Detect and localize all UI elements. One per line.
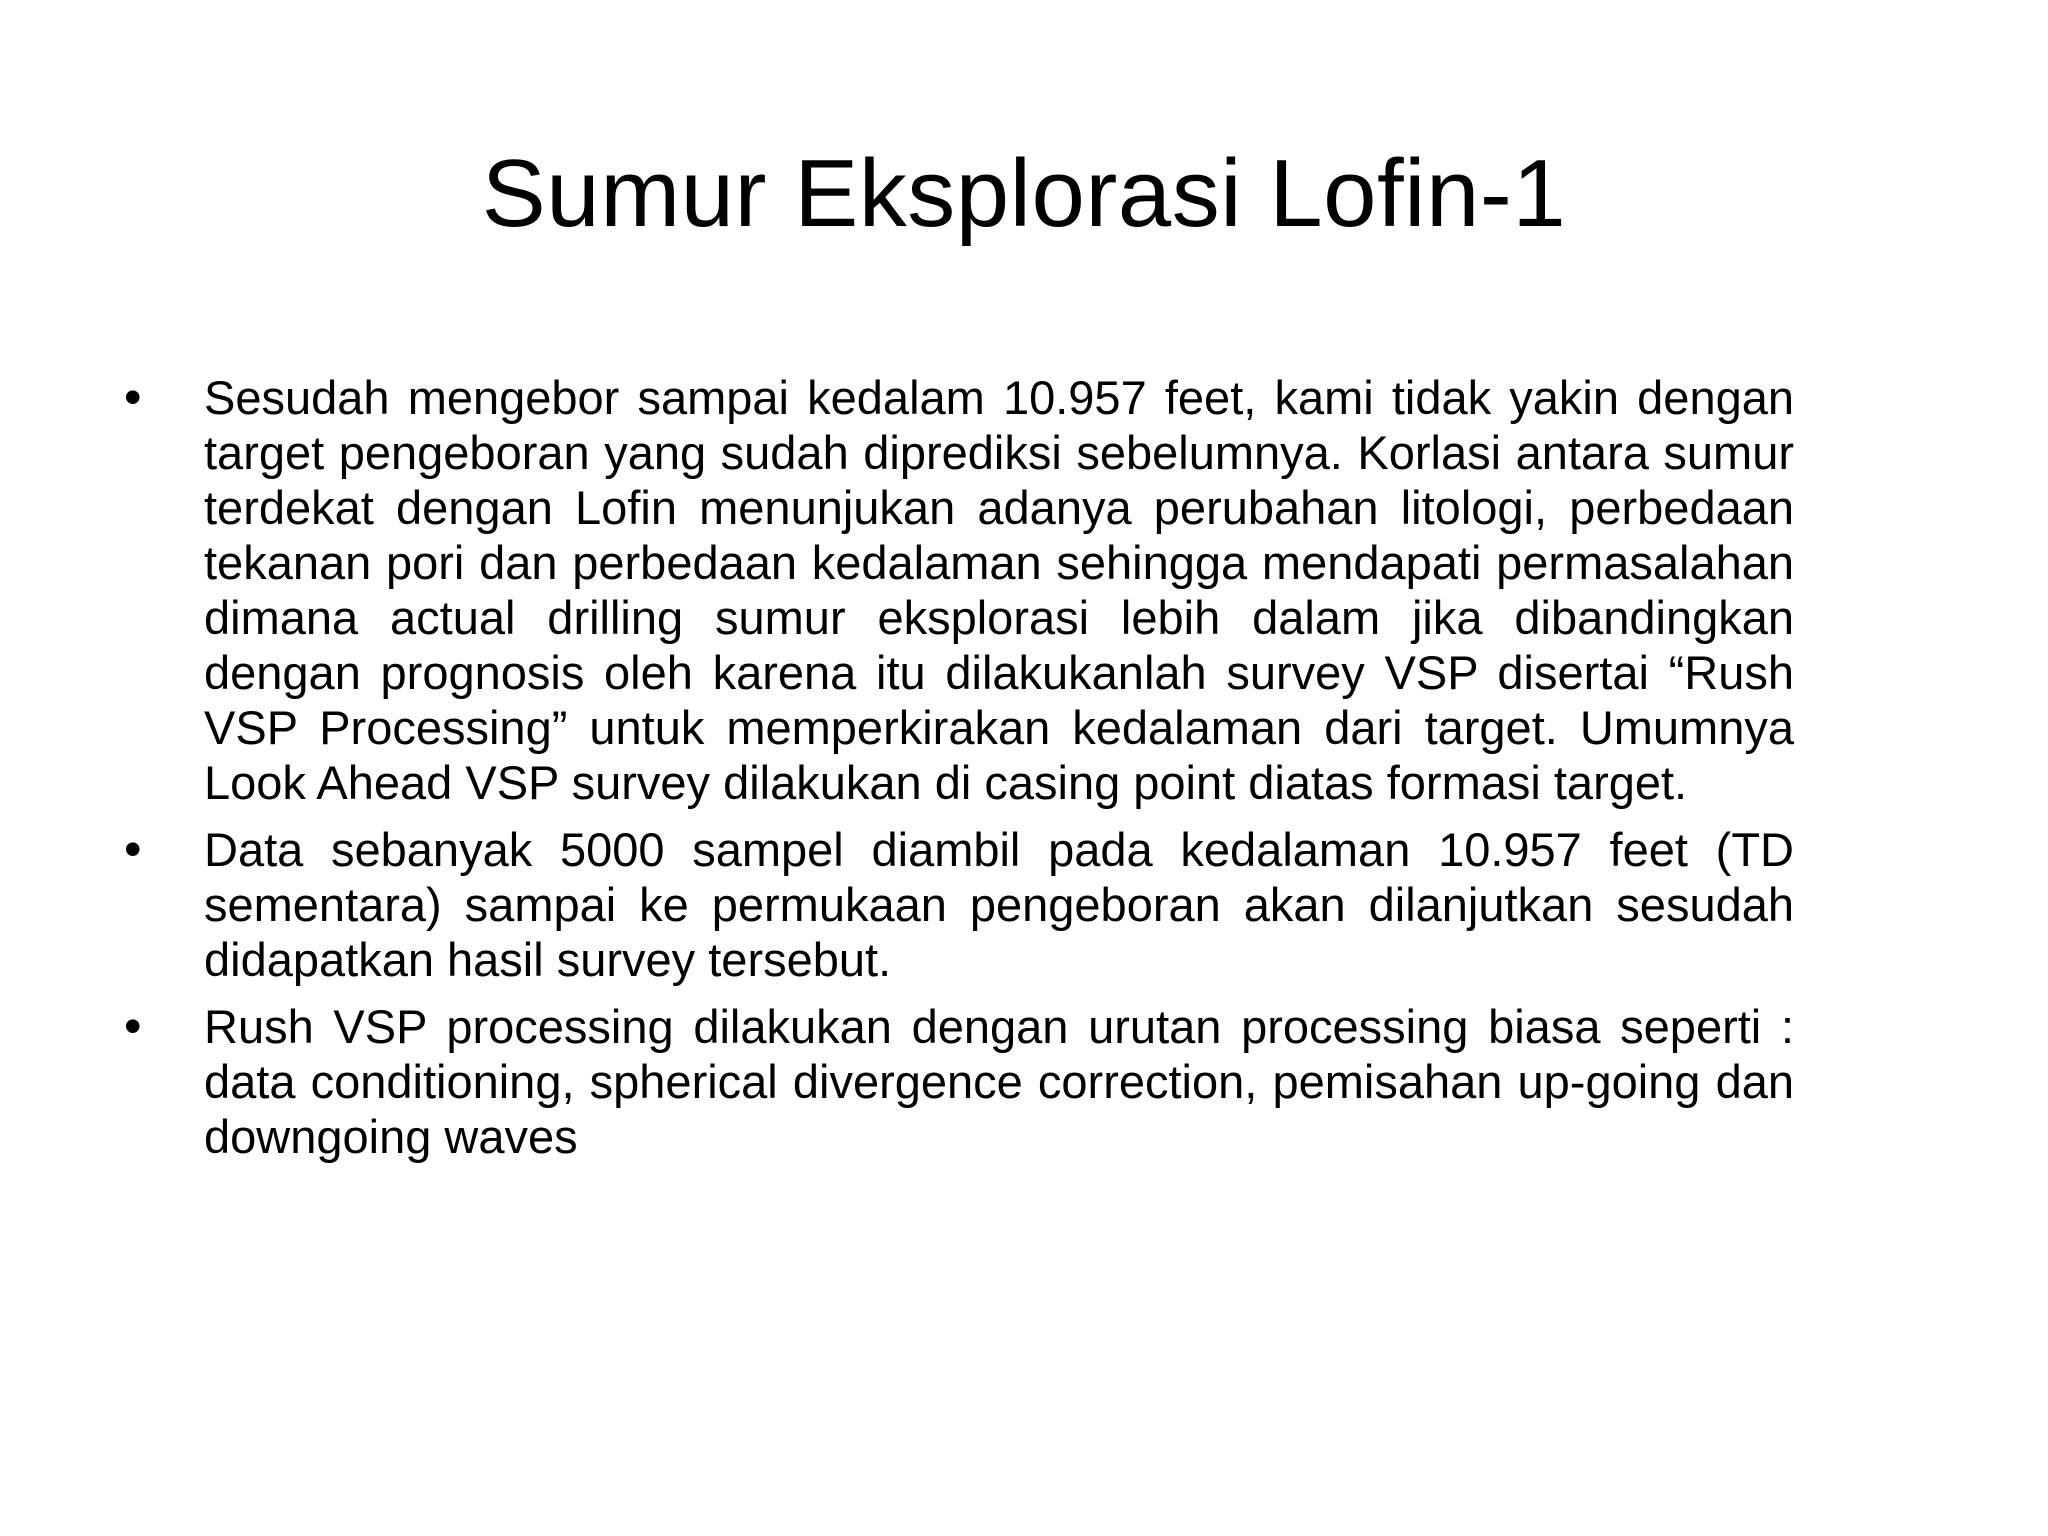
bullet-item [124,370,1794,810]
bullet-marker: • [124,369,142,425]
bullet-text: Rush VSP processing dilakukan dengan urutan processing biasa seperti : data conditioning, spherical divergence correction, pemisahan up-going dan downgoing waves [204,1000,1794,1163]
bullet-list [124,370,1794,1176]
bullet-item [124,999,1794,1164]
bullet-text: Sesudah mengebor sampai kedalam 10.957 feet, kami tidak yakin dengan target pengeboran yang sudah diprediksi sebelumnya. Korlasi antara sumur terdekat dengan Lofin menunjukan adanya perubahan litologi, perbedaan tekanan pori dan perbedaan kedalaman sehingga mendapati permasalahan dimana actual drilling sumur eksplorasi lebih dalam jika dibandingkan dengan prognosis oleh karena itu dilakukanlah survey VSP disertai “Rush VSP Processing” untuk memperkirakan kedalaman dari target. Umumnya Look Ahead VSP survey dilakukan di casing point diatas formasi target. [204,371,1794,809]
bullet-item [124,822,1794,987]
slide-title: Sumur Eksplorasi Lofin-1 [481,140,1567,247]
bullet-text: Data sebanyak 5000 sampel diambil pada kedalaman 10.957 feet (TD sementara) sampai ke permukaan pengeboran akan dilanjutkan sesudah didapatkan hasil survey tersebut. [204,823,1794,986]
bullet-marker: • [124,998,142,1054]
bullet-marker: • [124,821,142,877]
